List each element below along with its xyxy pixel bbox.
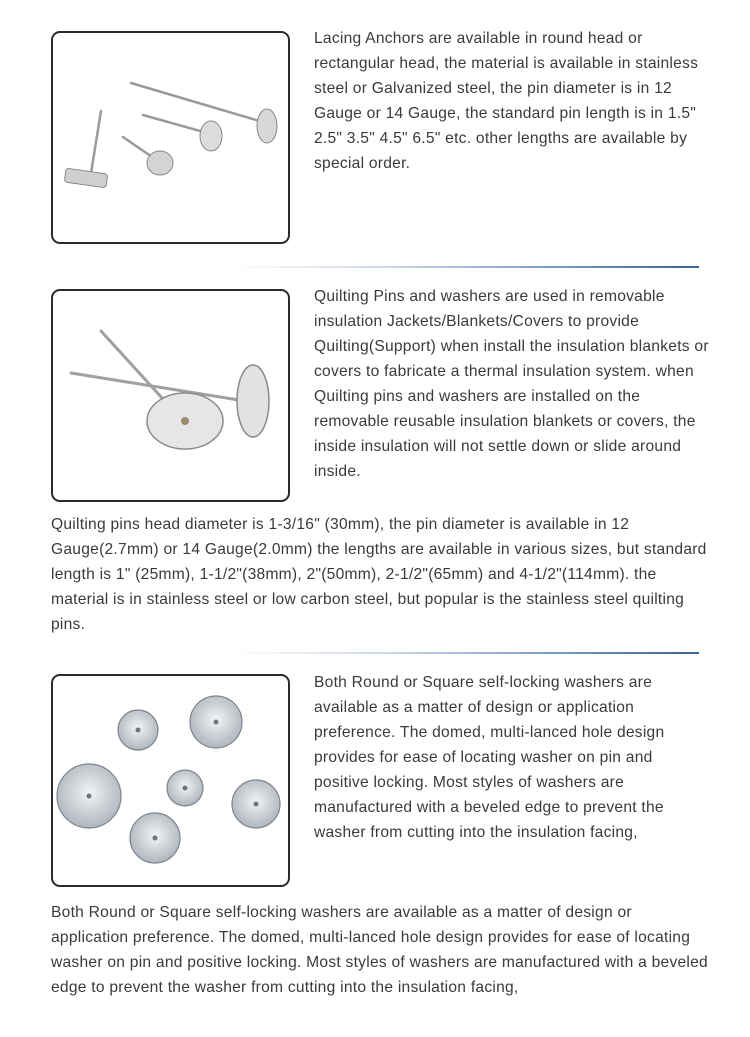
section-divider xyxy=(230,266,699,268)
quilting-pins-description: Quilting Pins and washers are used in removable insulation Jackets/Blankets/Covers to provide Quilting(Support) when install the insulation blankets or covers to fabricate a thermal insulation system. when Quilting pins and washers are installed on the removable reusable insulation blankets or covers, the inside insulation will not settle down or slide around inside. xyxy=(314,288,709,480)
quilting-pins-image xyxy=(51,289,290,502)
section-divider xyxy=(230,652,699,654)
self-locking-washers-image xyxy=(51,674,290,887)
lacing-anchors-description: Lacing Anchors are available in round head or rectangular head, the material is available in stainless steel or Galvanized steel, the pin diameter is in 12 Gauge or 14 Gauge, the standard pin length is in 1.5" 2.5" 3.5" 4.5" 6.5" etc. other lengths are available by special order. xyxy=(314,30,699,172)
quilting-pins-specifications: Quilting pins head diameter is 1-3/16" (30mm), the pin diameter is available in 12 Gauge(2.7mm) or 14 Gauge(2.0mm) the lengths are available in various sizes, but standard length is 1" (25mm), 1-1/2"(38mm), 2"(50mm), 2-1/2"(65mm) and 4-1/2"(114mm). the material is in stainless steel or low carbon steel, but popular is the stainless steel quilting pins. xyxy=(51,516,707,633)
self-locking-washers-description: Both Round or Square self-locking washers are available as a matter of design or application preference. The domed, multi-lanced hole design provides for ease of locating washer on pin and positive locking. Most styles of washers are manufactured with a beveled edge to prevent the washer from cutting into the insulation facing, xyxy=(314,674,665,841)
lacing-anchors-image xyxy=(51,31,290,244)
self-locking-washers-details: Both Round or Square self-locking washers are available as a matter of design or application preference. The domed, multi-lanced hole design provides for ease of locating washer on pin and positive locking. Most styles of washers are manufactured with a beveled edge to prevent the washer from cutting into the insulation facing, xyxy=(51,904,708,996)
